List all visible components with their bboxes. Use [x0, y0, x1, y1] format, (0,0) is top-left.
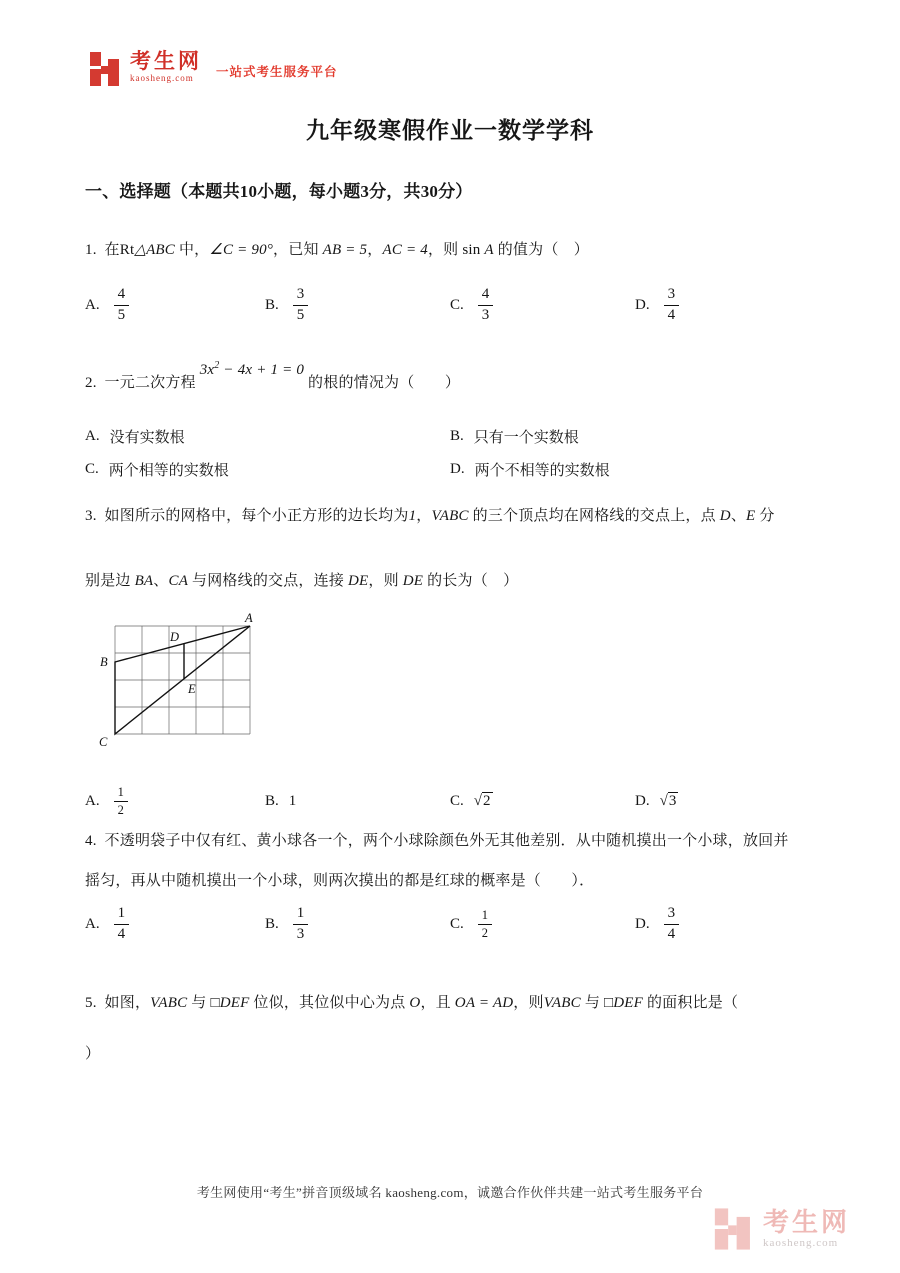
- question-2-options-row2: [85, 457, 815, 481]
- answer-option: [450, 424, 579, 448]
- text-segment: 分: [755, 508, 775, 524]
- fraction-denominator: 3: [296, 925, 305, 942]
- option-label: B.: [265, 792, 279, 809]
- text-segment: OA = AD: [454, 995, 514, 1011]
- watermark-logo-icon: [712, 1206, 754, 1252]
- text-segment: 、: [153, 573, 169, 589]
- fraction-denominator: 5: [117, 306, 126, 323]
- text-segment: ，已知: [273, 242, 323, 258]
- logo-domain: kaosheng.com: [130, 73, 194, 84]
- text-segment: VABC: [431, 508, 469, 524]
- fraction: [664, 905, 680, 943]
- question-3-text-line2: [85, 571, 518, 591]
- section-heading: 一、选择题（本题共10小题，每小题3分，共30分）: [85, 182, 473, 201]
- fraction-numerator: 3: [664, 286, 680, 305]
- text-segment: 的根的情况为（ ）: [304, 375, 461, 391]
- question-3-text-line1: [85, 506, 775, 526]
- answer-option: [85, 901, 129, 947]
- option-label: C.: [450, 792, 464, 809]
- question-3-options: [85, 778, 815, 824]
- question-1-options: [85, 282, 815, 328]
- fraction-numerator: 1: [114, 905, 130, 924]
- text-segment: 的长为（ ）: [423, 573, 519, 589]
- text-segment: E: [746, 508, 756, 524]
- text-segment: 与网格线的交点，连接: [188, 573, 348, 589]
- question-2-options-row1: [85, 424, 815, 448]
- fraction: [293, 905, 309, 943]
- text-segment: 、: [730, 508, 747, 524]
- text-segment: ，则: [368, 573, 403, 589]
- text-segment: D: [719, 508, 731, 524]
- answer-option: [85, 424, 185, 448]
- answer-option: [450, 282, 493, 328]
- footer-text: 考生网使用“考生”拼音顶级域名 kaosheng.com，诚邀合作伙伴共建一站式考生服务平台: [196, 1185, 704, 1200]
- fraction-numerator: 3: [664, 905, 680, 924]
- text-segment: 1: [288, 792, 297, 809]
- answer-option: [450, 778, 493, 824]
- text-segment: VABC: [543, 995, 581, 1011]
- text-segment: 两个不相等的实数根: [474, 462, 610, 479]
- fraction-denominator: 4: [117, 925, 126, 942]
- text-segment: − 4x + 1 = 0: [219, 362, 305, 378]
- watermark-logo: [712, 1206, 850, 1252]
- fraction-denominator: 4: [667, 306, 676, 323]
- text-segment: ∠C = 90°: [209, 242, 274, 258]
- text-segment: DEF: [219, 995, 250, 1011]
- option-label: B.: [265, 915, 279, 932]
- option-label: C.: [85, 460, 99, 477]
- answer-option: [265, 778, 296, 824]
- fraction-numerator: 1: [478, 908, 492, 924]
- option-label: A.: [85, 296, 100, 313]
- text-segment: 4. 不透明袋子中仅有红、黄小球各一个，两个小球除颜色外无其他差别．从中随机摸出一个小球，放回并: [85, 833, 789, 849]
- fraction: [293, 286, 309, 324]
- answer-option: [635, 282, 679, 328]
- option-label: A.: [85, 915, 100, 932]
- watermark-domain: kaosheng.com: [763, 1237, 839, 1250]
- text-segment: AC = 4: [382, 242, 428, 258]
- point-label-e: E: [188, 682, 196, 696]
- question-5-text-line1: [85, 993, 738, 1013]
- text-segment: 摇匀，再从中随机摸出一个小球，则两次摸出的都是红球的概率是（ ）．: [85, 873, 595, 889]
- text-segment: 1. 在Rt: [85, 242, 135, 258]
- answer-option: [265, 901, 308, 947]
- vertex-label-a: A: [245, 612, 253, 625]
- page-title: 九年级寒假作业一数学学科: [306, 118, 594, 143]
- text-segment: ）: [85, 1046, 101, 1062]
- vertex-label-c: C: [99, 735, 108, 749]
- text-segment: 2: [483, 793, 491, 809]
- text-segment: 3: [668, 793, 677, 809]
- watermark-text: [763, 1209, 850, 1249]
- answer-option: [85, 282, 129, 328]
- logo-name: 考生网: [130, 49, 202, 73]
- question-1-text: [85, 240, 589, 260]
- vertex-label-b: B: [100, 655, 108, 669]
- text-segment: 2: [214, 360, 220, 371]
- text-segment: 没有实数根: [109, 429, 185, 446]
- text-segment: ，且: [420, 995, 455, 1011]
- point-label-d: D: [170, 630, 180, 644]
- option-label: D.: [450, 460, 465, 477]
- option-label: D.: [635, 915, 650, 932]
- answer-option: [450, 901, 492, 947]
- fraction-denominator: 4: [667, 925, 676, 942]
- text-segment: 两个相等的实数根: [108, 462, 229, 479]
- question-3-figure: [95, 612, 270, 769]
- fraction-denominator: 2: [481, 925, 489, 940]
- text-segment: VABC: [150, 995, 188, 1011]
- answer-option: [635, 778, 678, 824]
- fraction: [478, 286, 494, 324]
- text-segment: sin: [462, 242, 485, 258]
- fraction: [664, 286, 680, 324]
- text-segment: 只有一个实数根: [473, 429, 579, 446]
- answer-option: [265, 282, 308, 328]
- text-segment: 中，: [175, 242, 210, 258]
- text-segment: 3. 如图所示的网格中，每个小正方形的边长均为: [85, 508, 409, 524]
- fraction: [114, 286, 130, 324]
- fraction-numerator: 1: [293, 905, 309, 924]
- text-segment: ，: [416, 508, 432, 524]
- text-segment: 的值为（ ）: [493, 242, 589, 258]
- question-4-options: [85, 901, 815, 947]
- text-segment: ，: [367, 242, 383, 258]
- logo-tagline: 一站式考生服务平台: [216, 65, 338, 79]
- fraction-numerator: 3: [293, 286, 309, 305]
- text-segment: DE: [347, 573, 369, 589]
- fraction-denominator: 2: [117, 802, 124, 817]
- text-segment: ，则: [427, 242, 463, 258]
- kaosheng-logo-icon: [88, 50, 122, 88]
- text-segment: O: [409, 995, 421, 1011]
- fraction-numerator: 4: [478, 286, 494, 305]
- option-label: A.: [85, 427, 100, 444]
- fraction-numerator: 1: [114, 785, 128, 801]
- question-5-text-line2: [85, 1044, 100, 1064]
- text-segment: CA: [168, 573, 189, 589]
- fraction: [114, 905, 130, 943]
- option-label: C.: [450, 296, 464, 313]
- text-segment: AB = 5: [322, 242, 368, 258]
- text-segment: 5. 如图，: [85, 995, 151, 1011]
- fraction-numerator: 4: [114, 286, 130, 305]
- logo-text: [130, 50, 202, 83]
- text-segment: A: [484, 242, 494, 258]
- text-segment: DEF: [613, 995, 644, 1011]
- option-label: A.: [85, 792, 100, 809]
- fraction-denominator: 3: [481, 306, 490, 323]
- text-segment: △ABC: [134, 242, 175, 258]
- option-label: C.: [450, 915, 464, 932]
- site-logo: [88, 50, 338, 88]
- answer-option: [85, 457, 229, 481]
- text-segment: 位似，其位似中心为点: [249, 995, 410, 1011]
- fraction: [478, 908, 492, 940]
- option-label: D.: [635, 296, 650, 313]
- question-2-text: [85, 360, 461, 393]
- text-segment: 2. 一元二次方程: [85, 375, 200, 391]
- text-segment: 的面积比是（: [643, 995, 739, 1011]
- fraction: [114, 785, 128, 817]
- question-4-text-line2: [85, 871, 594, 891]
- watermark-name: 考生网: [763, 1207, 851, 1237]
- answer-option: [635, 901, 679, 947]
- text-segment: ，则: [513, 995, 544, 1011]
- text-segment: BA: [134, 573, 154, 589]
- option-label: B.: [450, 427, 464, 444]
- text-segment: 与 □: [187, 995, 220, 1011]
- text-segment: 与 □: [580, 995, 614, 1011]
- option-label: B.: [265, 296, 279, 313]
- fraction-denominator: 5: [296, 306, 305, 323]
- text-segment: 别是边: [85, 573, 135, 589]
- text-segment: 的三个顶点均在网格线的交点上，点: [468, 508, 720, 524]
- text-segment: √: [659, 792, 668, 809]
- option-label: D.: [635, 792, 650, 809]
- text-segment: 3x: [199, 362, 215, 378]
- answer-option: [450, 457, 610, 481]
- text-segment: DE: [402, 573, 424, 589]
- text-segment: 1: [408, 508, 417, 524]
- answer-option: [85, 778, 128, 824]
- text-segment: √: [473, 792, 482, 809]
- question-4-text-line1: [85, 831, 789, 851]
